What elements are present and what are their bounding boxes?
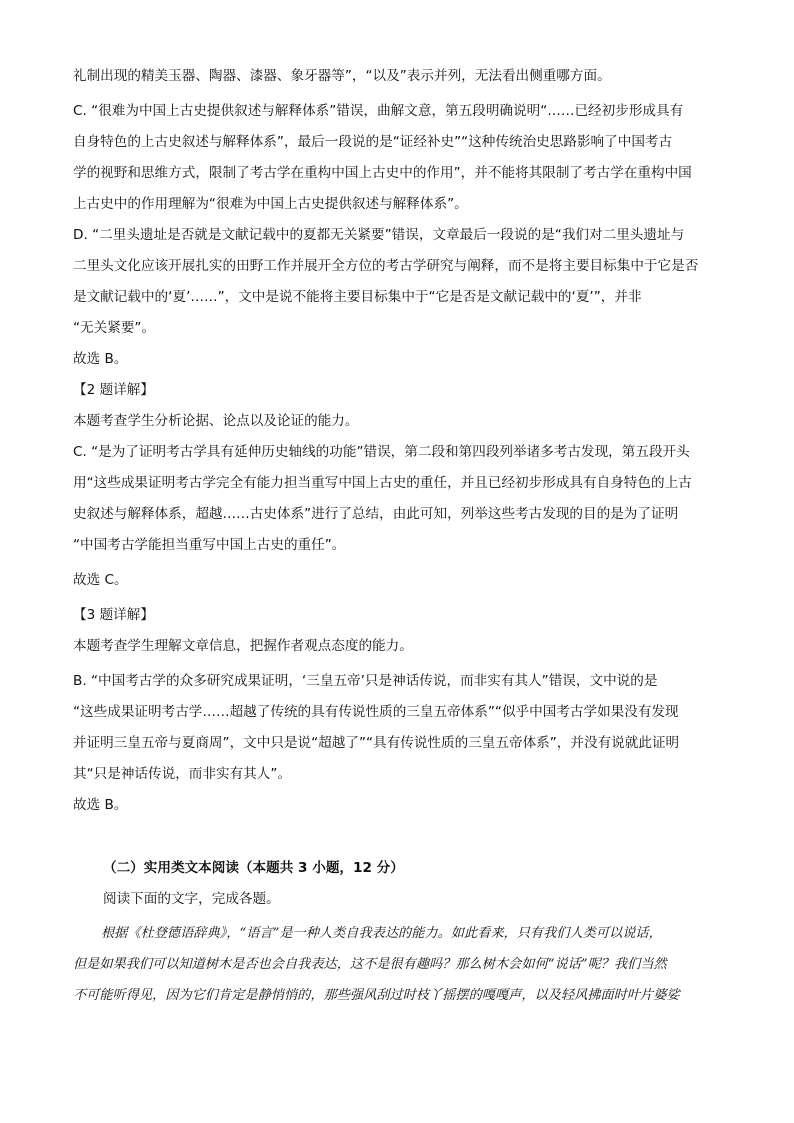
text-line: “这些成果证明考古学……超越了传统的具有传说性质的三皇五帝体系”“似乎中国考古学如果没有发现 xyxy=(73,704,679,720)
answer-line: 故选 B。 xyxy=(73,797,128,813)
text-line: 史叙述与解释体系，超越……古史体系”进行了总结，由此可知，列举这些考古发现的目的是为了证明 xyxy=(73,506,679,522)
text-line: 礼制出现的精美玉器、陶器、漆器、象牙器等”，“以及”表示并列，无法看出侧重哪方面。 xyxy=(73,68,611,84)
text-line: 二里头文化应该开展扎实的田野工作并展开全方位的考古学研究与阐释，而不是将主要目标集中于它是否 xyxy=(73,258,699,274)
text-line: 其“只是神话传说，而非实有其人”。 xyxy=(73,766,291,782)
question-heading: 【2 题详解】 xyxy=(73,382,154,398)
answer-line: 故选 B。 xyxy=(73,351,128,367)
passage-line: 根据《杜登德语辞典》，“语言”是一种人类自我表达的能力。如此看来，只有我们人类可以说话， xyxy=(101,926,662,941)
answer-line: 故选 C。 xyxy=(73,572,128,588)
text-line: 本题考查学生理解文章信息，把握作者观点态度的能力。 xyxy=(73,638,413,654)
text-line: B. “中国考古学的众多研究成果证明，‘三皇五帝’只是神话传说，而非实有其人”错误，文中说的是 xyxy=(73,673,658,689)
text-line: 学的视野和思维方式，限制了考古学在重构中国上古史中的作用”，并不能将其限制了考古学在重构中国 xyxy=(73,165,692,181)
question-heading: 【3 题详解】 xyxy=(73,607,154,623)
instruction-text: 阅读下面的文字，完成各题。 xyxy=(103,891,280,907)
text-line: “无关紧要”。 xyxy=(73,320,156,336)
text-line: 本题考查学生分析论据、论点以及论证的能力。 xyxy=(73,413,359,429)
text-line: C. “是为了证明考古学具有延伸历史轴线的功能”错误，第二段和第四段列举诸多考古发现，第五段开头 xyxy=(73,444,690,460)
passage-line: 但是如果我们可以知道树木是否也会自我表达，这不是很有趣吗？那么树木会如何“说话”呢？我们当然 xyxy=(73,957,667,972)
section-heading: （二）实用类文本阅读（本题共 3 小题，12 分） xyxy=(103,860,404,876)
text-line: 上古史中的作用理解为“很难为中国上古史提供叙述与解释体系”。 xyxy=(73,196,468,212)
text-line: D. “二里头遗址是否就是文献记载中的夏都无关紧要”错误，文章最后一段说的是“我们对二里头遗址与 xyxy=(73,227,685,243)
text-line: 是文献记载中的‘夏’……”，文中是说不能将主要目标集中于“它是否是文献记载中的‘夏’”，并非 xyxy=(73,289,642,305)
text-line: 自身特色的上古史叙述与解释体系”，最后一段说的是“证经补史”“这种传统治史思路影响了中国考古 xyxy=(73,134,673,150)
text-line: C. “很难为中国上古史提供叙述与解释体系”错误，曲解文意，第五段明确说明“……已经初步形成具有 xyxy=(73,103,684,119)
text-line: “中国考古学能担当重写中国上古史的重任”。 xyxy=(73,537,346,553)
text-line: 并证明三皇五帝与夏商周”，文中只是说“超越了”“具有传说性质的三皇五帝体系”，并没有说就此证明 xyxy=(73,735,680,751)
text-line: 用“这些成果证明考古学完全有能力担当重写中国上古史的重任，并且已经初步形成具有自身特色的上古 xyxy=(73,475,692,491)
passage-line: 不可能听得见，因为它们肯定是静悄悄的，那些强风刮过时枝丫摇摆的嘎嘎声，以及轻风拂面时叶片婆娑 xyxy=(73,988,680,1003)
